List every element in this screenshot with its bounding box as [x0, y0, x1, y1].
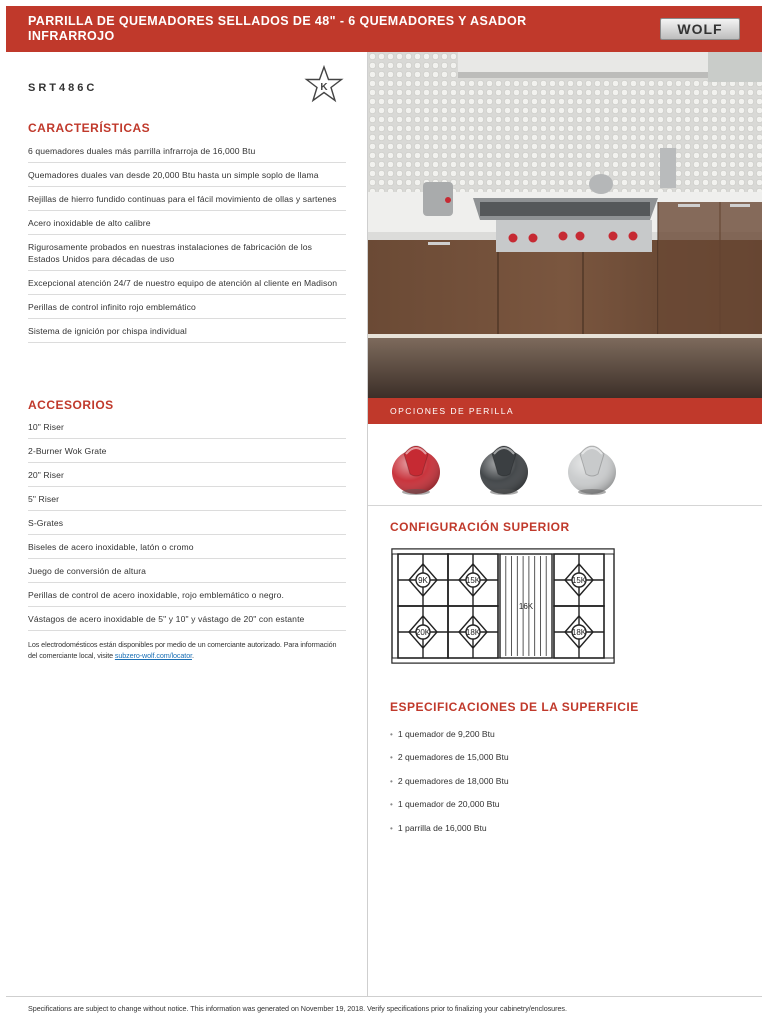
feature-item: Quemadores duales van desde 20,000 Btu hasta un simple soplo de llama	[28, 163, 346, 187]
black-knob-icon	[476, 432, 532, 496]
footer-disclaimer: Specifications are subject to change without notice. This information was generated on November 19, 2018. Verify specifications prior to finalizing your cabinetry/enclosures.	[28, 1004, 567, 1013]
section-divider	[368, 505, 762, 506]
stainless-knob-icon	[564, 432, 620, 496]
surface-spec-item: • 1 parrilla de 16,000 Btu	[390, 820, 509, 843]
feature-item: Rigurosamente probados en nuestras instalaciones de fabricación de los Estados Unidos para décadas de uso	[28, 235, 346, 271]
accessories-list	[28, 415, 346, 631]
wolf-logo	[660, 18, 740, 40]
burner-label: 15K	[571, 576, 587, 585]
feature-item: Sistema de ignición por chispa individual	[28, 319, 346, 343]
feature-item: 6 quemadores duales más parrilla infrarroja de 16,000 Btu	[28, 139, 346, 163]
footer-divider	[6, 996, 762, 997]
accessory-item: Perillas de control de acero inoxidable, rojo emblemático o negro.	[28, 583, 346, 607]
burner-label: 18K	[571, 628, 587, 637]
features-list	[28, 139, 346, 343]
dealer-note-end: .	[191, 651, 194, 660]
page-title: PARRILLA DE QUEMADORES SELLADOS DE 48" - 6 QUEMADORES Y ASADOR INFRARROJO	[28, 14, 527, 43]
surface-spec-item: • 2 quemadores de 15,000 Btu	[390, 749, 509, 772]
knob-options-title: OPCIONES DE PERILLA	[390, 406, 515, 416]
burner-label: 15K	[465, 576, 481, 585]
svg-text:K: K	[320, 82, 328, 93]
surface-spec-item: • 1 quemador de 20,000 Btu	[390, 796, 509, 819]
surface-specs-list	[390, 726, 509, 843]
header-bar	[6, 6, 762, 52]
feature-item: Rejillas de hierro fundido continuas para el fácil movimiento de ollas y sartenes	[28, 187, 346, 211]
dealer-locator-link[interactable]: subzero-wolf.com/locator	[114, 651, 192, 660]
feature-item: Excepcional atención 24/7 de nuestro equipo de atención al cliente en Madison	[28, 271, 346, 295]
kosher-star-icon	[304, 64, 344, 104]
dealer-note	[28, 639, 346, 661]
config-title: CONFIGURACIÓN SUPERIOR	[390, 520, 570, 534]
top-configuration-diagram	[390, 546, 616, 666]
accessory-item: 20" Riser	[28, 463, 346, 487]
accessory-item: S-Grates	[28, 511, 346, 535]
feature-item: Acero inoxidable de alto calibre	[28, 211, 346, 235]
accessories-title: ACCESORIOS	[28, 398, 114, 412]
burner-label: 9K	[418, 576, 428, 585]
knob-options	[368, 424, 762, 506]
dealer-note-text: Los electrodomésticos están disponibles por medio de un comerciante autorizado. Para información del comerciante local, visite	[28, 640, 337, 660]
accessory-item: Biseles de acero inoxidable, latón o cromo	[28, 535, 346, 559]
surface-spec-item: • 2 quemadores de 18,000 Btu	[390, 773, 509, 796]
surface-spec-item: • 1 quemador de 9,200 Btu	[390, 726, 509, 749]
griddle-label: 16K	[518, 602, 534, 611]
wolf-logo-text: WOLF	[677, 21, 723, 37]
accessory-item: 10" Riser	[28, 415, 346, 439]
burner-label: 18K	[465, 628, 481, 637]
features-title: CARACTERÍSTICAS	[28, 121, 151, 135]
model-number: SRT486C	[28, 82, 98, 94]
product-photo	[368, 52, 762, 398]
accessory-item: Juego de conversión de altura	[28, 559, 346, 583]
burner-label: 20K	[415, 628, 431, 637]
red-knob-icon	[388, 432, 444, 496]
knob-options-bar	[368, 398, 762, 424]
accessory-item: 2-Burner Wok Grate	[28, 439, 346, 463]
accessory-item: Vástagos de acero inoxidable de 5" y 10" y vástago de 20" con estante	[28, 607, 346, 631]
surface-specs-title: ESPECIFICACIONES DE LA SUPERFICIE	[390, 700, 639, 714]
feature-item: Perillas de control infinito rojo emblemático	[28, 295, 346, 319]
accessory-item: 5" Riser	[28, 487, 346, 511]
